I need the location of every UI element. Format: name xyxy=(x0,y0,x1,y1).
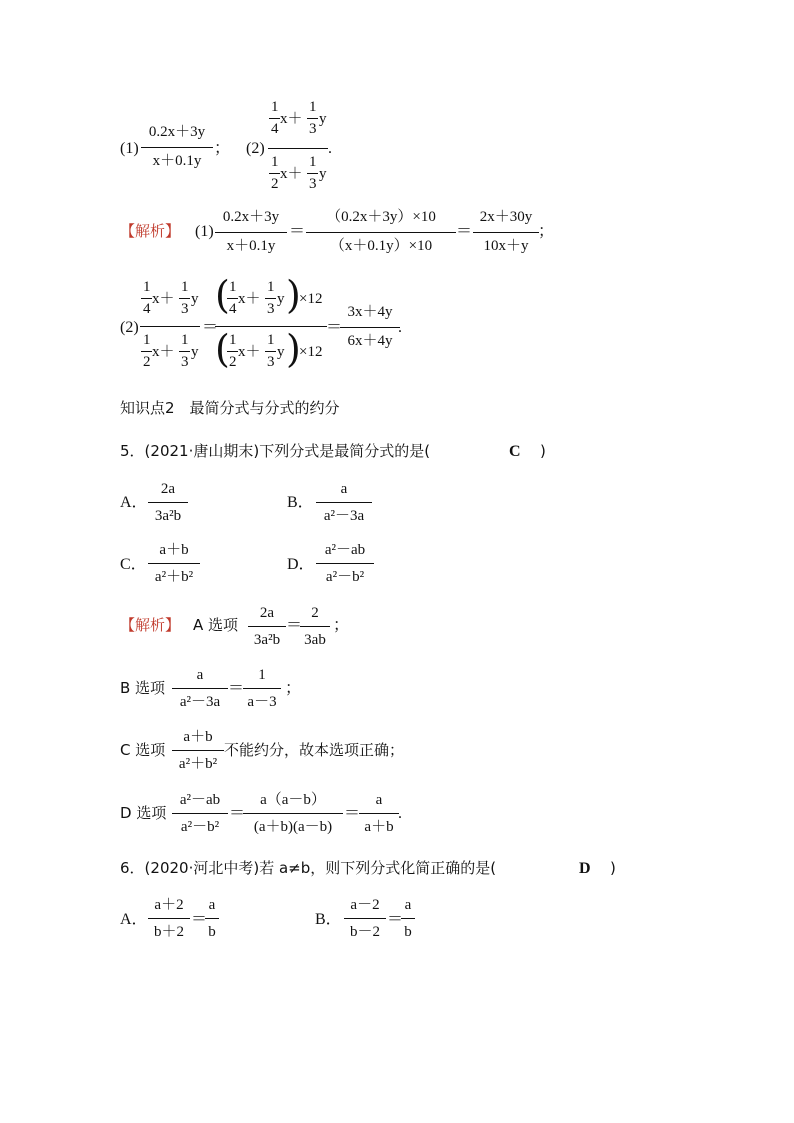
fraction-bar xyxy=(316,563,374,564)
term: x＋ xyxy=(152,291,175,307)
answer: D xyxy=(579,860,591,877)
fraction-bar xyxy=(269,173,280,174)
period: . xyxy=(328,140,332,157)
digit: 3 xyxy=(309,176,317,192)
fraction-bar xyxy=(243,688,281,689)
semicolon: ； xyxy=(285,680,302,697)
question-stem: 6．(2020·河北中考)若 a≠b，则下列分式化简正确的是( xyxy=(120,859,497,877)
numerator: 0.2x＋3y xyxy=(148,124,206,140)
equals: ＝ xyxy=(191,911,208,928)
numerator: 1 xyxy=(258,667,266,683)
numerator: a xyxy=(375,792,383,808)
numerator: 2a xyxy=(160,481,176,497)
answer: C xyxy=(509,443,521,460)
fraction-bar xyxy=(340,327,400,328)
numerator: 2x＋30y xyxy=(479,209,533,225)
numerator: 2 xyxy=(311,605,319,621)
denominator: b xyxy=(404,924,412,940)
part-2-label: (2) xyxy=(120,319,139,336)
digit: 1 xyxy=(229,279,237,295)
compound-fraction-times-12 xyxy=(215,273,327,380)
fraction xyxy=(243,793,343,837)
digit: 1 xyxy=(181,332,189,348)
semicolon: ； xyxy=(333,617,350,634)
digit: 1 xyxy=(271,154,279,170)
digit: 3 xyxy=(267,354,275,370)
digit: 3 xyxy=(181,354,189,370)
digit: 4 xyxy=(271,121,279,137)
denominator: x＋0.1y xyxy=(152,153,202,169)
option-d-fraction xyxy=(316,543,374,587)
digit: 2 xyxy=(229,354,237,370)
right-paren: ) xyxy=(286,327,301,371)
left-paren: ( xyxy=(215,327,230,371)
option-d-label: D． xyxy=(287,556,315,573)
fraction xyxy=(359,793,399,837)
fraction-bar xyxy=(148,502,188,503)
times-12: ×12 xyxy=(299,291,323,307)
fraction-bar xyxy=(306,232,456,233)
equals: ＝ xyxy=(344,805,361,822)
equals: ＝ xyxy=(289,223,306,240)
option-a-lhs xyxy=(148,898,190,942)
denominator: 10x＋y xyxy=(483,238,529,254)
option-a-label: A． xyxy=(120,911,148,928)
compound-fraction xyxy=(268,100,332,200)
numerator: a＋2 xyxy=(154,897,184,913)
fraction-bar xyxy=(148,563,200,564)
option-b-text: B 选项 xyxy=(120,679,166,697)
analysis-tag: 【解析】 xyxy=(120,222,181,240)
digit: 1 xyxy=(309,154,317,170)
denominator: a－3 xyxy=(247,694,277,710)
fraction-bar xyxy=(205,918,219,919)
option-b-label: B． xyxy=(315,911,342,928)
term: y xyxy=(277,344,285,360)
semicolon: ； xyxy=(538,223,555,240)
option-c-conclusion: 不能约分，故本选项正确； xyxy=(224,741,405,759)
fraction xyxy=(215,210,287,256)
option-b-label: B． xyxy=(287,494,314,511)
fraction-bar xyxy=(179,298,190,299)
option-c-text: C 选项 xyxy=(120,741,166,759)
digit: 1 xyxy=(229,332,237,348)
fraction-bar xyxy=(401,918,415,919)
main-fraction-bar xyxy=(215,326,327,327)
numerator: a＋b xyxy=(159,542,189,558)
main-fraction-bar xyxy=(268,148,328,149)
part-1-label: (1) xyxy=(120,140,139,157)
fraction-bar xyxy=(316,502,372,503)
equals: ＝ xyxy=(229,805,246,822)
denominator: 3ab xyxy=(304,632,326,648)
numerator: 0.2x＋3y xyxy=(222,209,280,225)
fraction-bar xyxy=(141,147,213,148)
term: x＋ xyxy=(238,291,261,307)
digit: 3 xyxy=(267,301,275,317)
fraction-bar xyxy=(227,351,238,352)
fraction-bar xyxy=(141,351,152,352)
digit: 2 xyxy=(271,176,279,192)
digit: 3 xyxy=(181,301,189,317)
main-fraction-bar xyxy=(140,326,200,327)
question-stem: 5．(2021·唐山期末)下列分式是最简分式的是( xyxy=(120,442,431,460)
term: y xyxy=(277,291,285,307)
fraction-bar xyxy=(172,688,228,689)
option-c-fraction xyxy=(148,543,200,587)
digit: 1 xyxy=(271,99,279,115)
fraction xyxy=(248,606,286,650)
fraction-bar xyxy=(243,813,343,814)
fraction-bar xyxy=(215,232,287,233)
fraction-1 xyxy=(141,125,213,171)
fraction-bar xyxy=(148,918,190,919)
fraction-bar xyxy=(179,351,190,352)
fraction-bar xyxy=(172,750,224,751)
option-a-label: A． xyxy=(120,494,148,511)
fraction xyxy=(172,730,224,774)
denominator: a²＋b² xyxy=(178,756,218,772)
numerator: a＋b xyxy=(183,729,213,745)
option-b-rhs xyxy=(401,898,415,942)
digit: 1 xyxy=(143,279,151,295)
option-a-text: A 选项 xyxy=(193,616,239,634)
numerator: （0.2x＋3y）×10 xyxy=(326,209,436,225)
knowledge-point-heading: 知识点2 最简分式与分式的约分 xyxy=(120,399,340,417)
fraction xyxy=(306,210,456,256)
denominator: a²－b² xyxy=(180,819,220,835)
term: y xyxy=(319,111,327,127)
equals: ＝ xyxy=(326,319,343,336)
denominator: x＋0.1y xyxy=(226,238,276,254)
denominator: a²＋b² xyxy=(154,569,194,585)
denominator: a²－3a xyxy=(323,508,365,524)
part-1-label: (1) xyxy=(195,223,214,240)
option-a-rhs xyxy=(205,898,219,942)
term: x＋ xyxy=(238,344,261,360)
denominator: a²－b² xyxy=(325,569,365,585)
digit: 1 xyxy=(143,332,151,348)
denominator: (a＋b)(a－b) xyxy=(253,819,333,835)
digit: 4 xyxy=(143,301,151,317)
digit: 1 xyxy=(267,332,275,348)
option-c-label: C． xyxy=(120,556,147,573)
denominator: a＋b xyxy=(364,819,394,835)
numerator: a xyxy=(196,667,204,683)
denominator: 6x＋4y xyxy=(347,333,393,349)
digit: 2 xyxy=(143,354,151,370)
digit: 3 xyxy=(309,121,317,137)
fraction xyxy=(340,305,400,351)
equals: ＝ xyxy=(228,680,245,697)
analysis-tag: 【解析】 xyxy=(120,616,181,634)
fraction-bar xyxy=(300,626,330,627)
fraction-bar xyxy=(269,118,280,119)
denominator: b xyxy=(208,924,216,940)
option-b-lhs xyxy=(344,898,386,942)
period: . xyxy=(398,319,402,336)
option-b-fraction xyxy=(316,482,372,526)
numerator: a（a－b） xyxy=(260,792,326,808)
fraction-bar xyxy=(265,351,276,352)
equals: ＝ xyxy=(456,223,473,240)
equals: ＝ xyxy=(387,911,404,928)
times-12: ×12 xyxy=(299,344,323,360)
close-paren: ) xyxy=(540,442,546,460)
option-a-fraction xyxy=(148,482,188,526)
separator: ； xyxy=(214,140,231,157)
denominator: a²－3a xyxy=(179,694,221,710)
fraction xyxy=(473,210,539,256)
numerator: a xyxy=(340,481,348,497)
equals: ＝ xyxy=(286,617,303,634)
equals: ＝ xyxy=(202,319,219,336)
digit: 1 xyxy=(309,99,317,115)
fraction-bar xyxy=(265,298,276,299)
term: y xyxy=(191,344,199,360)
numerator: a－2 xyxy=(350,897,380,913)
part-2-label: (2) xyxy=(246,140,265,157)
fraction-bar xyxy=(359,813,399,814)
denominator: 3a²b xyxy=(253,632,281,648)
term: x＋ xyxy=(280,166,303,182)
numerator: a xyxy=(208,897,216,913)
term: x＋ xyxy=(280,111,303,127)
close-paren: ) xyxy=(610,859,616,877)
left-paren: ( xyxy=(215,273,230,317)
digit: 4 xyxy=(229,301,237,317)
term: y xyxy=(191,291,199,307)
fraction-bar xyxy=(172,813,228,814)
numerator: 2a xyxy=(259,605,275,621)
digit: 1 xyxy=(267,279,275,295)
numerator: a²－ab xyxy=(179,792,221,808)
fraction-bar xyxy=(141,298,152,299)
numerator: a²－ab xyxy=(324,542,366,558)
fraction-bar xyxy=(307,118,318,119)
term: y xyxy=(319,166,327,182)
compound-fraction xyxy=(140,280,204,380)
term: x＋ xyxy=(152,344,175,360)
fraction-bar xyxy=(307,173,318,174)
denominator: 3a²b xyxy=(154,508,182,524)
fraction xyxy=(172,668,228,712)
digit: 1 xyxy=(181,279,189,295)
numerator: 3x＋4y xyxy=(347,304,393,320)
denominator: （x＋0.1y）×10 xyxy=(329,238,433,254)
fraction-bar xyxy=(344,918,386,919)
numerator: a xyxy=(404,897,412,913)
fraction-bar xyxy=(473,232,539,233)
denominator: b＋2 xyxy=(153,924,184,940)
fraction xyxy=(172,793,228,837)
period: . xyxy=(398,805,402,822)
option-d-text: D 选项 xyxy=(120,804,167,822)
fraction xyxy=(300,606,330,650)
fraction-bar xyxy=(248,626,286,627)
right-paren: ) xyxy=(286,273,301,317)
fraction xyxy=(243,668,281,712)
fraction-bar xyxy=(227,298,238,299)
denominator: b－2 xyxy=(349,924,380,940)
